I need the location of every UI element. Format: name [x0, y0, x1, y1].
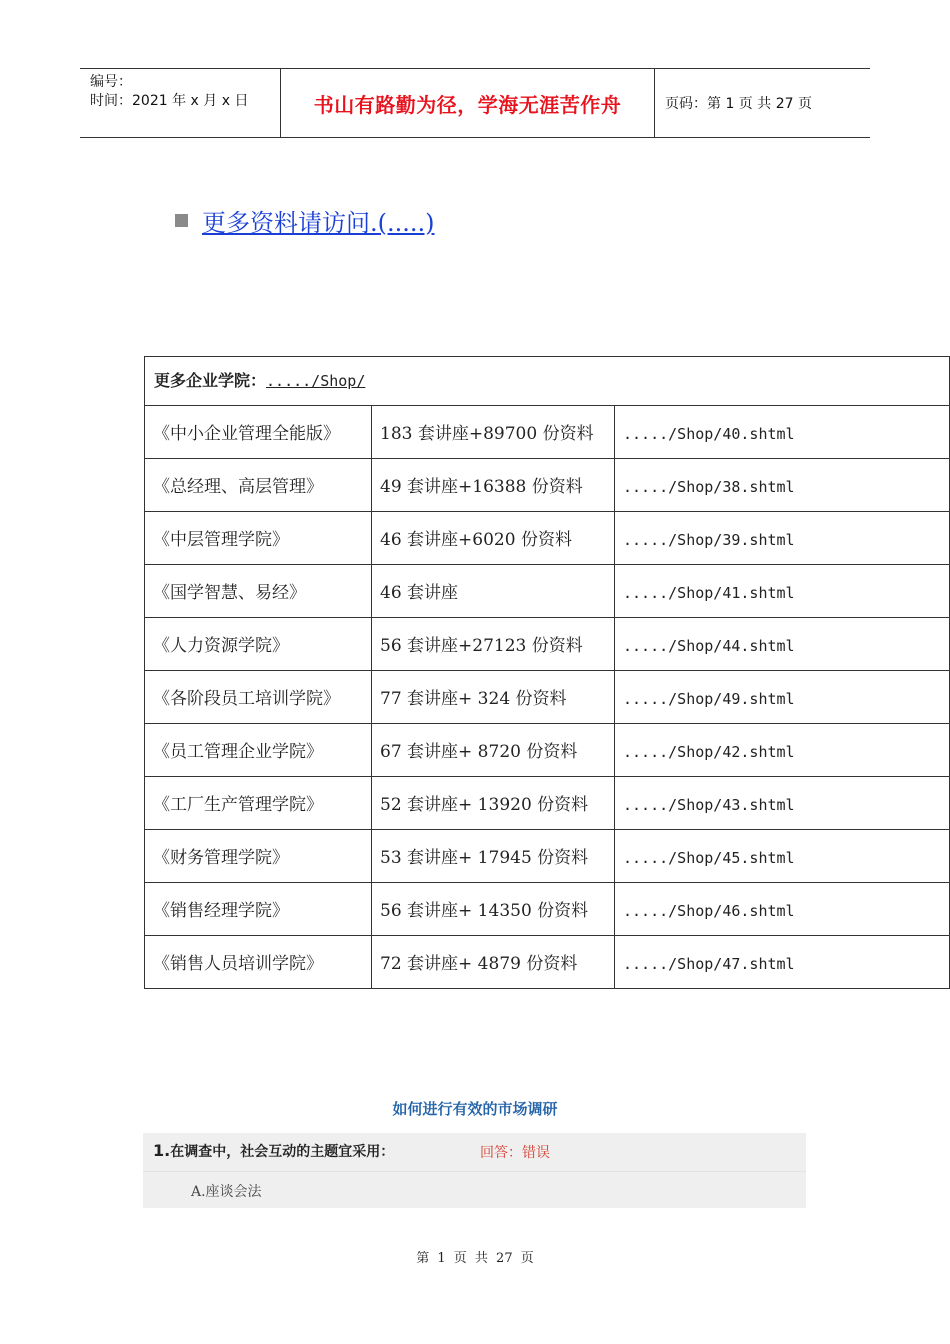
- course-desc-cell: 56 套讲座+27123 份资料: [372, 618, 615, 671]
- table-row: [145, 671, 950, 724]
- course-link-cell[interactable]: ...../Shop/39.shtml: [615, 512, 950, 565]
- visit-link-row: [175, 203, 435, 238]
- page-footer: 第 1 页 共 27 页: [416, 1251, 534, 1266]
- course-desc-cell: 52 套讲座+ 13920 份资料: [372, 777, 615, 830]
- option-a[interactable]: A.座谈会法: [191, 1184, 262, 1200]
- course-link-cell[interactable]: ...../Shop/40.shtml: [615, 406, 950, 459]
- course-name-cell: 《中小企业管理全能版》: [145, 406, 372, 459]
- header-page-info: 页码：第 1 页 共 27 页: [665, 96, 812, 112]
- question-line: [153, 1141, 394, 1161]
- question-divider: [143, 1171, 806, 1172]
- table-row: [145, 459, 950, 512]
- table-row: [145, 618, 950, 671]
- table-row: [145, 406, 950, 459]
- question-card: [143, 1133, 806, 1208]
- quiz-title: 如何进行有效的市场调研: [392, 1100, 558, 1118]
- course-link-cell[interactable]: ...../Shop/49.shtml: [615, 671, 950, 724]
- course-desc-cell: 46 套讲座+6020 份资料: [372, 512, 615, 565]
- course-link-cell[interactable]: ...../Shop/42.shtml: [615, 724, 950, 777]
- table-row: [145, 724, 950, 777]
- course-link-cell[interactable]: ...../Shop/43.shtml: [615, 777, 950, 830]
- question-text: 在调查中，社会互动的主题宜采用：: [170, 1144, 395, 1160]
- shop-link[interactable]: ...../Shop/: [266, 372, 366, 390]
- course-name-cell: 《财务管理学院》: [145, 830, 372, 883]
- course-desc-cell: 67 套讲座+ 8720 份资料: [372, 724, 615, 777]
- table-row: [145, 777, 950, 830]
- course-desc-cell: 77 套讲座+ 324 份资料: [372, 671, 615, 724]
- page-header: [80, 68, 870, 138]
- course-name-cell: 《销售经理学院》: [145, 883, 372, 936]
- course-link-cell[interactable]: ...../Shop/47.shtml: [615, 936, 950, 989]
- course-desc-cell: 56 套讲座+ 14350 份资料: [372, 883, 615, 936]
- course-name-cell: 《销售人员培训学院》: [145, 936, 372, 989]
- course-link-cell[interactable]: ...../Shop/46.shtml: [615, 883, 950, 936]
- question-number: 1.: [153, 1141, 171, 1160]
- table-row: [145, 883, 950, 936]
- table-row: [145, 512, 950, 565]
- table-row: [145, 936, 950, 989]
- course-name-cell: 《总经理、高层管理》: [145, 459, 372, 512]
- square-bullet-icon: [175, 214, 188, 227]
- course-desc-cell: 53 套讲座+ 17945 份资料: [372, 830, 615, 883]
- course-link-cell[interactable]: ...../Shop/44.shtml: [615, 618, 950, 671]
- table-header-cell: [145, 357, 950, 406]
- course-name-cell: 《员工管理企业学院》: [145, 724, 372, 777]
- course-name-cell: 《人力资源学院》: [145, 618, 372, 671]
- header-meta: [80, 69, 280, 137]
- course-name-cell: 《工厂生产管理学院》: [145, 777, 372, 830]
- document-number-label: 编号：: [90, 74, 132, 90]
- table-row: [145, 565, 950, 618]
- table-header-row: [145, 357, 950, 406]
- course-name-cell: 《国学智慧、易经》: [145, 565, 372, 618]
- course-link-cell[interactable]: ...../Shop/45.shtml: [615, 830, 950, 883]
- answer-status: 回答：错误: [480, 1145, 550, 1161]
- course-link-cell[interactable]: ...../Shop/38.shtml: [615, 459, 950, 512]
- document-time-label: 时间：2021 年 x 月 x 日: [90, 93, 249, 109]
- course-desc-cell: 72 套讲座+ 4879 份资料: [372, 936, 615, 989]
- course-desc-cell: 183 套讲座+89700 份资料: [372, 406, 615, 459]
- course-name-cell: 《中层管理学院》: [145, 512, 372, 565]
- visit-link[interactable]: 更多资料请访问.(.....): [202, 209, 435, 237]
- header-motto: 书山有路勤为径，学海无涯苦作舟: [280, 69, 655, 137]
- table-row: [145, 830, 950, 883]
- table-header-label: 更多企业学院：: [154, 371, 267, 390]
- course-desc-cell: 46 套讲座: [372, 565, 615, 618]
- course-name-cell: 《各阶段员工培训学院》: [145, 671, 372, 724]
- course-desc-cell: 49 套讲座+16388 份资料: [372, 459, 615, 512]
- course-link-cell[interactable]: ...../Shop/41.shtml: [615, 565, 950, 618]
- courses-table: [144, 356, 950, 989]
